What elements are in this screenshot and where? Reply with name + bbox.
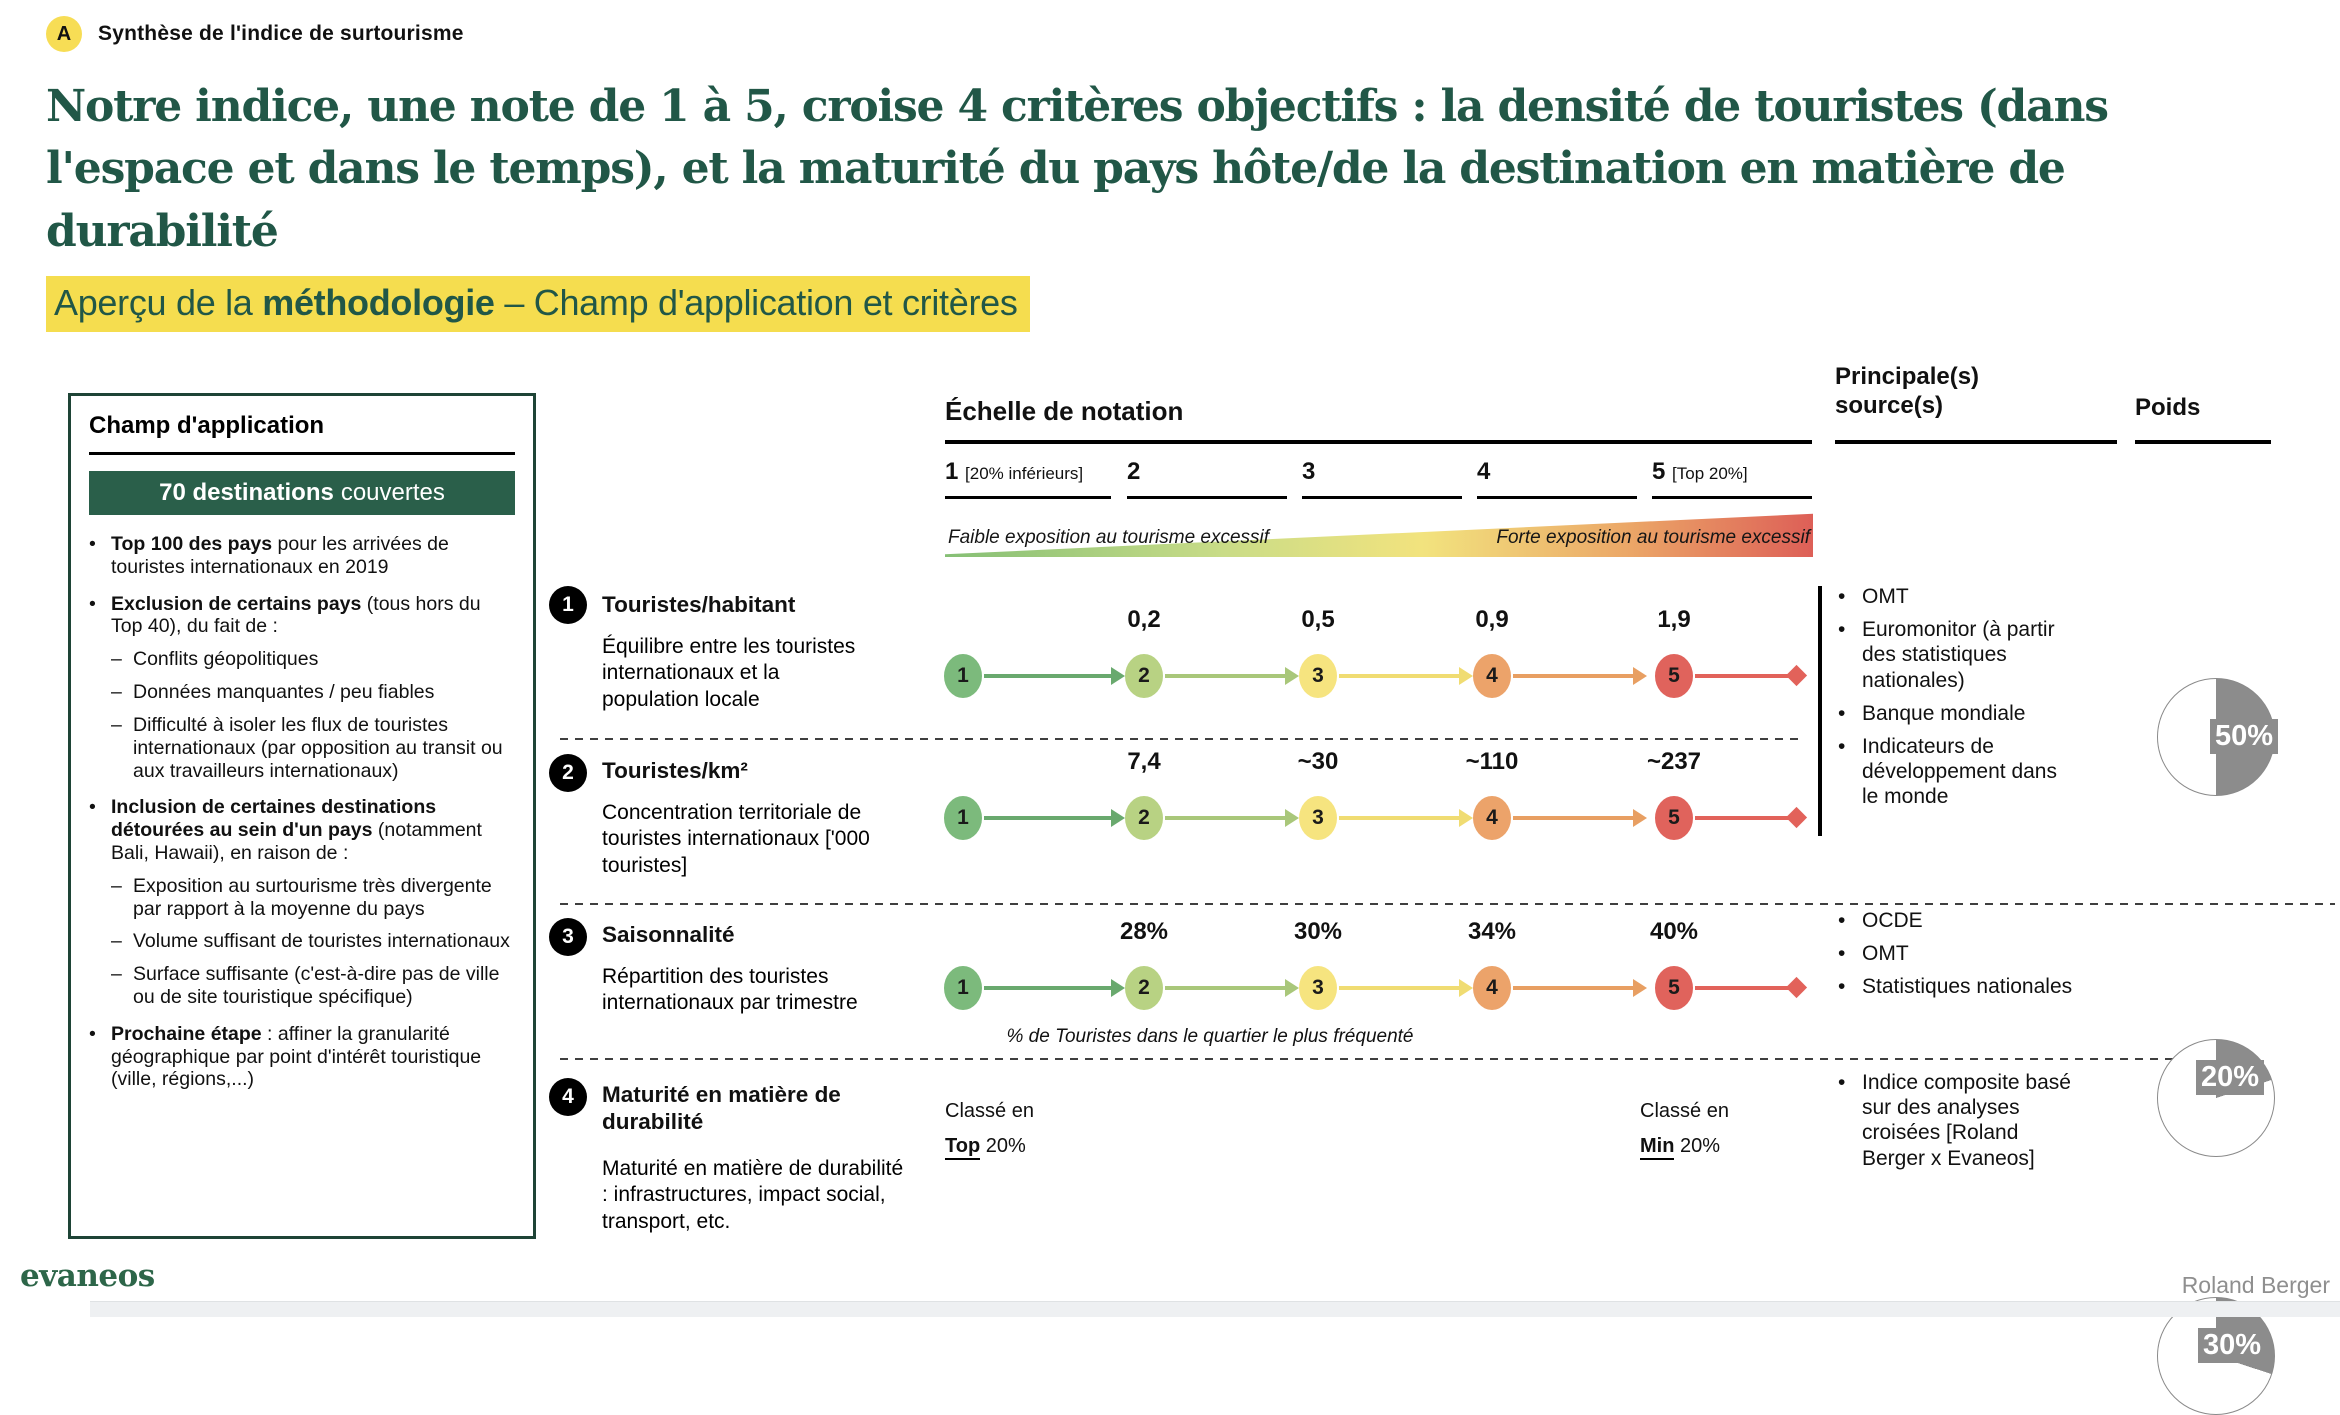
rating-arrow	[1339, 816, 1459, 820]
scope-list	[89, 533, 515, 1091]
weights-header: Poids	[2135, 394, 2201, 421]
subtitle-prefix: Aperçu de la	[54, 282, 263, 323]
rating-arrow	[1513, 674, 1633, 678]
bullet-marker	[1838, 974, 1862, 999]
source-item: • Banque mondiale	[1838, 701, 2138, 726]
bullet-marker	[1838, 908, 1862, 933]
rating-scale-rule	[945, 440, 1812, 444]
rating-arrow	[1165, 986, 1285, 990]
arrowhead-icon	[1459, 979, 1473, 997]
rating-arrow	[984, 674, 1111, 678]
seasonality-footnote: % de Touristes dans le quartier le plus fréquenté	[1006, 1026, 1414, 1047]
list-item: • Prochaine étape : affiner la granularité géographique par point d'intérêt touristique (ville, régions,...)	[89, 1023, 515, 1091]
rating-arrow	[1695, 674, 1793, 678]
rating-circle: 2	[1125, 966, 1163, 1010]
bullet-marker	[1838, 617, 1862, 693]
classement-top: Classé en Top 20%	[945, 1100, 1034, 1158]
rating-row-3	[945, 966, 1820, 1010]
weight-pie-label: 50%	[2210, 719, 2278, 754]
dash-marker	[111, 930, 133, 953]
list-item: • Exclusion de certains pays (tous hors du Top 40), du fait de :	[89, 593, 515, 639]
list-item: – Conflits géopolitiques	[89, 648, 515, 671]
rating-circle: 1	[944, 966, 982, 1010]
tick-underline	[1652, 496, 1812, 499]
arrowhead-icon	[1633, 667, 1647, 685]
scope-box-divider	[89, 452, 515, 455]
criterion-4-title: Maturité en matière de durabilité	[602, 1082, 841, 1134]
rating-circle: 1	[944, 654, 982, 698]
rating-circle: 5	[1655, 654, 1693, 698]
source-item: • OMT	[1838, 584, 2138, 609]
dash-marker	[111, 714, 133, 782]
arrowhead-icon	[1111, 809, 1125, 827]
rating-circle: 4	[1473, 654, 1511, 698]
list-item: – Exposition au surtourisme très divergente par rapport à la moyenne du pays	[89, 875, 515, 921]
rating-endpoint-diamond	[1786, 977, 1807, 998]
sources-divider-line	[1818, 586, 1822, 836]
bullet-marker	[1838, 584, 1862, 609]
list-item: • Top 100 des pays pour les arrivées de touristes internationaux en 2019	[89, 533, 515, 579]
list-item: • Inclusion de certaines destinations détourées au sein d'un pays (notamment Bali, Hawaii), en raison de :	[89, 796, 515, 864]
exposure-label-high: Forte exposition au tourisme excessif	[1496, 527, 1810, 548]
rating-circle: 3	[1299, 796, 1337, 840]
dash-marker	[111, 681, 133, 704]
threshold-value: 1,9	[1657, 606, 1691, 633]
source-item: • Indicateurs de développement dans le monde	[1838, 734, 2138, 810]
threshold-value: 40%	[1649, 918, 1699, 945]
threshold-value: 0,2	[1127, 606, 1161, 633]
rating-arrow	[1339, 986, 1459, 990]
criterion-1-desc: Équilibre entre les touristes internationaux et la population locale	[602, 635, 856, 711]
dash-marker	[111, 648, 133, 671]
weight-pie-label: 20%	[2196, 1060, 2264, 1095]
weight-pie-label: 30%	[2198, 1328, 2266, 1363]
evaneos-logo: evaneos	[20, 1258, 155, 1294]
row-separator	[560, 903, 2335, 905]
criterion-2-desc: Concentration territoriale de touristes internationaux ['000 touristes]	[602, 801, 870, 877]
arrowhead-icon	[1285, 979, 1299, 997]
weights-header-rule	[2135, 440, 2271, 444]
threshold-value: 0,5	[1301, 606, 1335, 633]
arrowhead-icon	[1633, 979, 1647, 997]
list-item: – Volume suffisant de touristes internationaux	[89, 930, 515, 953]
arrowhead-icon	[1633, 809, 1647, 827]
rating-circle: 2	[1125, 654, 1163, 698]
source-item: • OCDE	[1838, 908, 2138, 933]
rating-circle: 4	[1473, 966, 1511, 1010]
rating-arrow	[984, 816, 1111, 820]
criterion-3-desc: Répartition des touristes internationaux par trimestre	[602, 965, 858, 1015]
threshold-value: ~110	[1465, 748, 1519, 775]
rating-circle: 2	[1125, 796, 1163, 840]
sources-header-rule	[1835, 440, 2117, 444]
rating-tick-3: 3	[1302, 458, 1316, 485]
criterion-1-badge: 1	[549, 586, 587, 624]
rating-arrow	[1513, 816, 1633, 820]
arrowhead-icon	[1459, 667, 1473, 685]
criterion-2-title: Touristes/km²	[602, 758, 748, 783]
row-separator	[560, 738, 1805, 740]
rating-arrow	[1339, 674, 1459, 678]
footer-strip	[90, 1301, 2340, 1317]
bullet-marker	[1838, 941, 1862, 966]
criterion-4-badge: 4	[549, 1078, 587, 1116]
rating-arrow	[1513, 986, 1633, 990]
rating-endpoint-diamond	[1786, 807, 1807, 828]
subtitle-highlight	[46, 276, 1030, 332]
destinations-banner: 70 destinations couvertes	[89, 471, 515, 515]
rating-circle: 3	[1299, 966, 1337, 1010]
rating-circle: 1	[944, 796, 982, 840]
tick-underline	[1477, 496, 1637, 499]
list-item: – Difficulté à isoler les flux de touristes internationaux (par opposition au transit ou aux travailleurs internationaux)	[89, 714, 515, 782]
criterion-2-badge: 2	[549, 754, 587, 792]
criterion-3-badge: 3	[549, 918, 587, 956]
roland-berger-logo: Roland Berger	[2181, 1272, 2330, 1298]
section-title: Synthèse de l'indice de surtourisme	[98, 22, 464, 45]
list-item: – Données manquantes / peu fiables	[89, 681, 515, 704]
rating-arrow	[1695, 816, 1793, 820]
tick-underline	[945, 496, 1111, 499]
source-item: • Indice composite basé sur des analyses croisées [Roland Berger x Evaneos]	[1838, 1070, 2118, 1171]
criterion-4-desc: Maturité en matière de durabilité : infrastructures, impact social, transport, etc.	[602, 1157, 904, 1233]
arrowhead-icon	[1111, 667, 1125, 685]
sources-group-3	[1838, 1070, 2118, 1171]
rating-row-1	[945, 654, 1820, 698]
rating-tick-4: 4	[1477, 458, 1491, 485]
rating-row-2	[945, 796, 1820, 840]
rating-arrow	[1165, 816, 1285, 820]
exposure-label-low: Faible exposition au tourisme excessif	[948, 527, 1270, 548]
threshold-value: 30%	[1293, 918, 1343, 945]
arrowhead-icon	[1285, 809, 1299, 827]
classement-min: Classé en Min 20%	[1640, 1100, 1729, 1158]
threshold-value: ~30	[1297, 748, 1339, 775]
row-separator	[560, 1058, 2245, 1060]
page-title: Notre indice, une note de 1 à 5, croise 4 critères objectifs : la densité de touristes (dans l'espace et dans le temps), et la maturité du pays hôte/de la destination en matière de durabilité	[46, 81, 2108, 257]
tick-underline	[1302, 496, 1462, 499]
bullet-marker	[89, 796, 111, 864]
sources-header: Principale(s) source(s)	[1835, 363, 1980, 420]
weight-pie-2	[2157, 1039, 2275, 1157]
rating-endpoint-diamond	[1786, 665, 1807, 686]
bullet-marker	[1838, 701, 1862, 726]
list-item: – Surface suffisante (c'est-à-dire pas de ville ou de site touristique spécifique)	[89, 963, 515, 1009]
rating-arrow	[984, 986, 1111, 990]
rating-arrow	[1695, 986, 1793, 990]
arrowhead-icon	[1459, 809, 1473, 827]
bullet-marker	[89, 533, 111, 579]
tick-underline	[1127, 496, 1287, 499]
sources-group-2	[1838, 908, 2138, 1000]
scope-box-title: Champ d'application	[89, 412, 325, 439]
threshold-value: 0,9	[1475, 606, 1509, 633]
section-badge: A	[46, 16, 82, 52]
source-item: • Statistiques nationales	[1838, 974, 2138, 999]
subtitle-bold: méthodologie	[262, 282, 495, 323]
rating-tick-2: 2	[1127, 458, 1141, 485]
scope-box	[68, 393, 536, 1239]
criterion-3-title: Saisonnalité	[602, 922, 735, 947]
rating-tick-5: 5 [Top 20%]	[1652, 458, 1748, 485]
threshold-value: ~237	[1646, 748, 1702, 775]
rating-circle: 5	[1655, 966, 1693, 1010]
arrowhead-icon	[1285, 667, 1299, 685]
dash-marker	[111, 963, 133, 1009]
criterion-1-title: Touristes/habitant	[602, 592, 796, 617]
destinations-count: 70 destinations	[159, 479, 334, 506]
dash-marker	[111, 875, 133, 921]
rating-circle: 4	[1473, 796, 1511, 840]
source-item: • Euromonitor (à partir des statistiques nationales)	[1838, 617, 2138, 693]
subtitle-suffix: – Champ d'application et critères	[494, 282, 1018, 323]
bullet-marker	[1838, 1070, 1862, 1171]
arrowhead-icon	[1111, 979, 1125, 997]
section-tag	[46, 16, 464, 52]
threshold-value: 28%	[1119, 918, 1169, 945]
rating-circle: 5	[1655, 796, 1693, 840]
bullet-marker	[89, 1023, 111, 1091]
bullet-marker	[89, 593, 111, 639]
rating-circle: 3	[1299, 654, 1337, 698]
bullet-marker	[1838, 734, 1862, 810]
rating-tick-1: 1 [20% inférieurs]	[945, 458, 1084, 485]
source-item: • OMT	[1838, 941, 2138, 966]
sources-group-1	[1838, 584, 2138, 810]
threshold-value: 34%	[1467, 918, 1517, 945]
rating-scale-header: Échelle de notation	[945, 396, 1184, 426]
weight-pie-1	[2157, 678, 2275, 796]
rating-arrow	[1165, 674, 1285, 678]
threshold-value: 7,4	[1127, 748, 1161, 775]
